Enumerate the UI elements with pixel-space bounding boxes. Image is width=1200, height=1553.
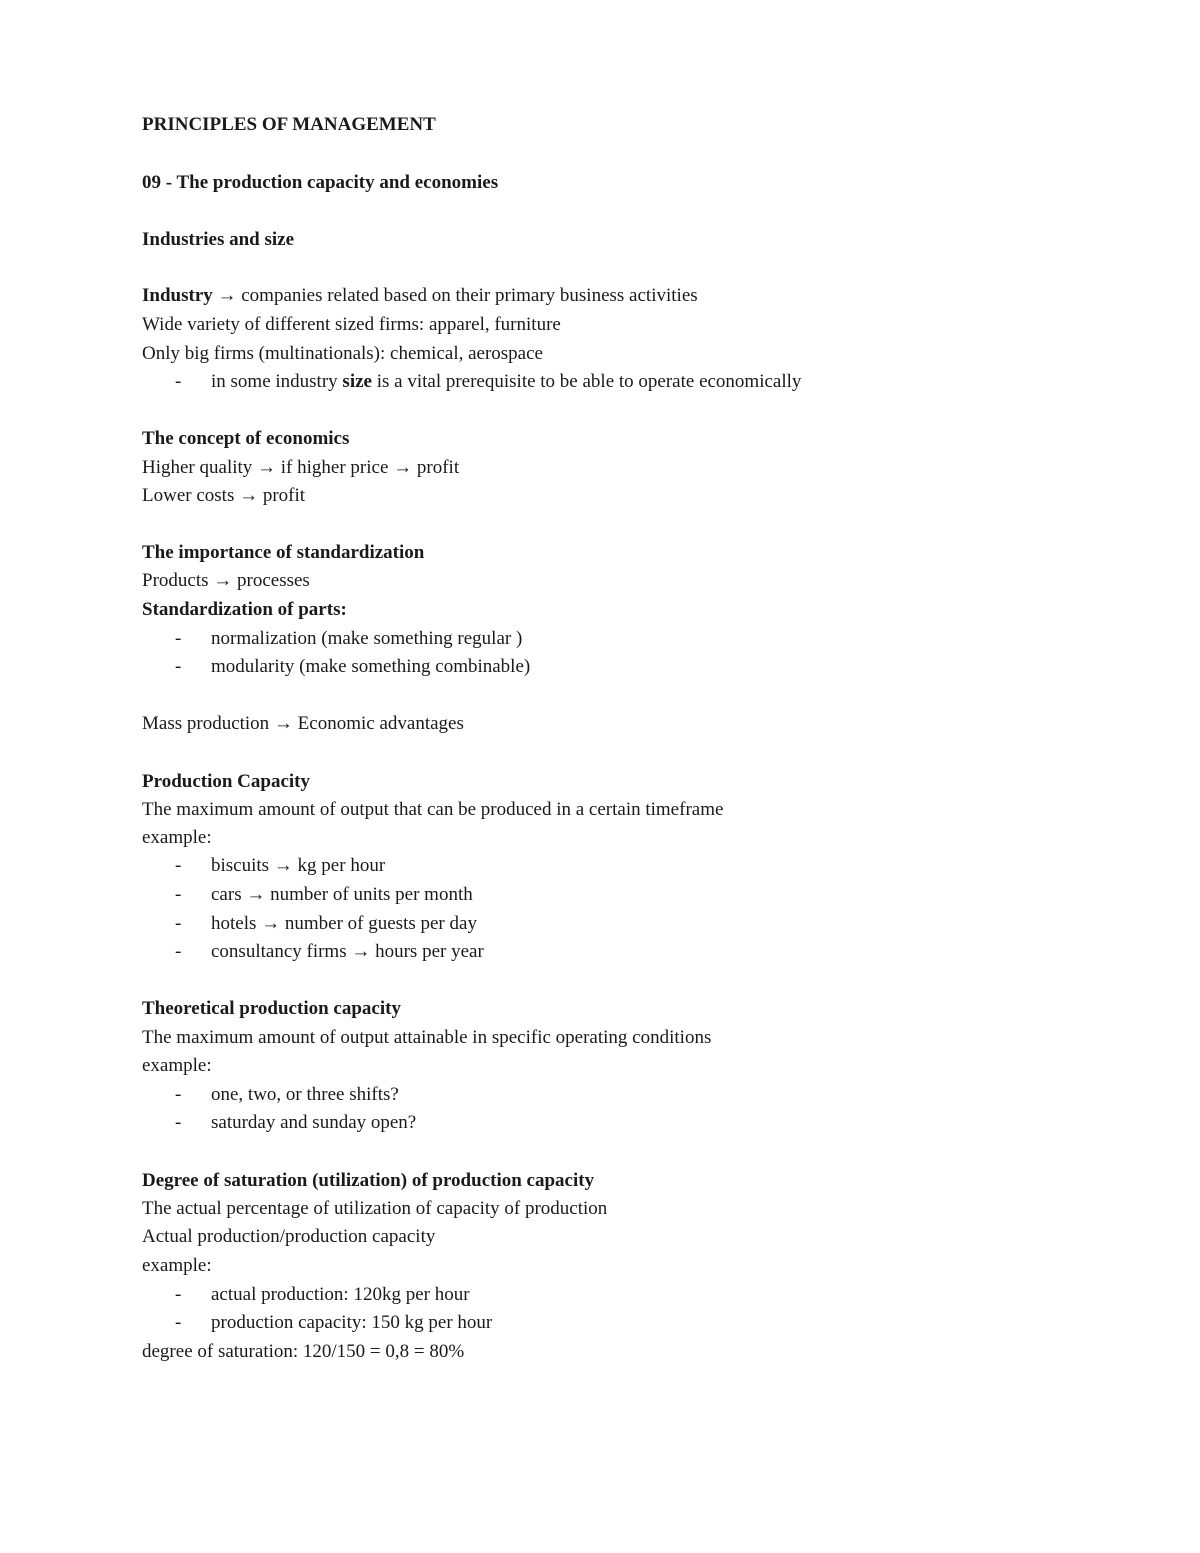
list-item: consultancy firms → hours per year	[211, 941, 484, 962]
paragraph-line: example:	[142, 827, 212, 848]
list-item: biscuits → kg per hour	[211, 855, 386, 876]
section-heading-degree-of-saturation: Degree of saturation (utilization) of production capacity	[142, 1170, 595, 1191]
section-heading-production-capacity: Production Capacity	[142, 771, 311, 792]
list-item: hotels → number of guests per day	[211, 913, 477, 934]
list-item: one, two, or three shifts?	[211, 1084, 399, 1105]
list-item-emphasis: size	[342, 371, 372, 392]
list-item: normalization (make something regular )	[211, 628, 523, 649]
saturation-result: degree of saturation: 120/150 = 0,8 = 80%	[142, 1341, 465, 1362]
bullet-marker: -	[175, 1084, 182, 1105]
bullet-marker: -	[175, 884, 182, 905]
paragraph-line: The maximum amount of output attainable in specific operating conditions	[142, 1027, 712, 1048]
section-heading-economics: The concept of economics	[142, 428, 350, 449]
paragraph-line: The actual percentage of utilization of capacity of production	[142, 1198, 608, 1219]
industry-term: Industry	[142, 285, 213, 306]
industry-definition-text: → companies related based on their primary business activities	[212, 285, 698, 306]
list-item: modularity (make something combinable)	[211, 656, 531, 677]
bullet-marker: -	[175, 941, 182, 962]
paragraph-line: example:	[142, 1055, 212, 1076]
list-item	[211, 371, 801, 393]
bullet-marker: -	[175, 656, 182, 677]
paragraph-line: Mass production → Economic advantages	[142, 713, 464, 734]
chapter-heading: 09 - The production capacity and economies	[142, 172, 499, 193]
paragraph-line: Lower costs → profit	[142, 485, 306, 506]
subheading-standardization-parts: Standardization of parts:	[142, 599, 347, 620]
bullet-marker: -	[175, 628, 182, 649]
paragraph-line: Higher quality → if higher price → profit	[142, 457, 460, 478]
list-item: actual production: 120kg per hour	[211, 1284, 470, 1305]
bullet-marker: -	[175, 913, 182, 934]
bullet-marker: -	[175, 855, 182, 876]
list-item: saturday and sunday open?	[211, 1112, 417, 1133]
list-item-text: is a vital prerequisite to be able to operate economically	[371, 371, 802, 392]
section-heading-industries: Industries and size	[142, 229, 295, 250]
section-heading-theoretical-capacity: Theoretical production capacity	[142, 998, 401, 1019]
bullet-marker: -	[175, 1112, 182, 1133]
industry-definition	[142, 285, 698, 307]
paragraph-line: The maximum amount of output that can be produced in a certain timeframe	[142, 799, 724, 820]
bullet-marker: -	[175, 1312, 182, 1333]
section-heading-standardization: The importance of standardization	[142, 542, 425, 563]
list-item-text: in some industry	[211, 371, 343, 392]
paragraph-line: Only big firms (multinationals): chemical, aerospace	[142, 343, 543, 364]
list-item: production capacity: 150 kg per hour	[211, 1312, 493, 1333]
paragraph-line: Wide variety of different sized firms: apparel, furniture	[142, 314, 561, 335]
paragraph-line: Actual production/production capacity	[142, 1226, 436, 1247]
document-title: PRINCIPLES OF MANAGEMENT	[142, 114, 436, 135]
list-item: cars → number of units per month	[211, 884, 473, 905]
paragraph-line: Products → processes	[142, 570, 310, 591]
bullet-marker: -	[175, 1284, 182, 1305]
bullet-marker: -	[175, 371, 182, 392]
paragraph-line: example:	[142, 1255, 212, 1276]
